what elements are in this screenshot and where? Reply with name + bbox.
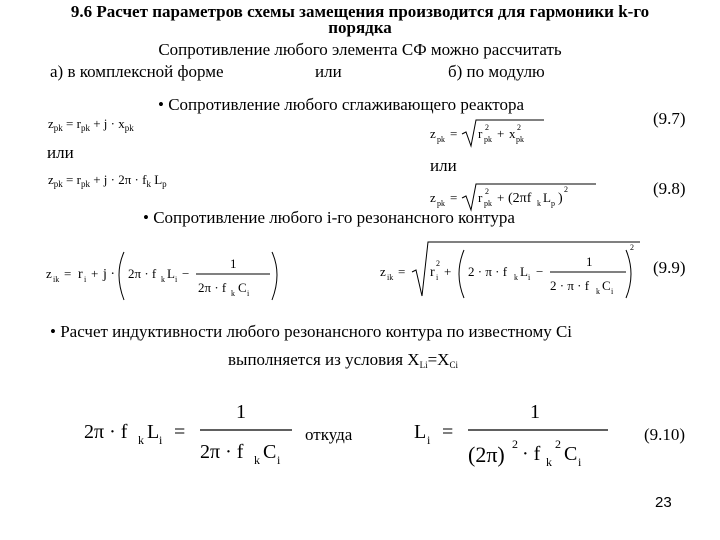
svg-text:pk: pk <box>437 135 445 144</box>
svg-text:−: − <box>536 264 544 279</box>
svg-text:k: k <box>231 289 235 298</box>
svg-text:pk: pk <box>484 135 492 144</box>
svg-text:2: 2 <box>512 437 518 451</box>
svg-text:=: = <box>398 264 406 279</box>
svg-text:L: L <box>414 421 427 443</box>
or-right-label: или <box>430 156 457 175</box>
equation-number-9-8: (9.8) <box>653 179 686 198</box>
svg-text:=: = <box>442 421 454 443</box>
svg-text:i: i <box>159 433 163 447</box>
svg-text:2: 2 <box>485 187 489 196</box>
svg-text:2: 2 <box>485 123 489 132</box>
svg-text:i: i <box>436 273 439 282</box>
svg-text:C: C <box>263 441 277 463</box>
condition-text: выполняется из условия X <box>228 350 420 369</box>
svg-text:=: = <box>174 421 186 443</box>
bullet-smoothing-reactor: • Сопротивление любого сглаживающего реактора <box>158 95 524 114</box>
svg-text:2 · π · f: 2 · π · f <box>550 278 590 293</box>
formula-zik-complex <box>44 244 284 306</box>
svg-text:p: p <box>551 199 555 208</box>
svg-text:2: 2 <box>436 259 440 268</box>
option-b-label: б) по модулю <box>448 62 545 81</box>
svg-text:k: k <box>254 453 260 467</box>
svg-text:r: r <box>78 267 83 282</box>
svg-text:2π · f: 2π · f <box>198 280 227 295</box>
svg-text:1: 1 <box>236 401 246 423</box>
svg-text:L: L <box>147 421 160 443</box>
svg-text:=: = <box>450 190 458 205</box>
svg-text:): ) <box>558 191 563 206</box>
svg-text:i: i <box>175 275 178 284</box>
option-a-label: а) в комплексной форме <box>50 62 224 81</box>
condition-eq: =X <box>427 350 450 369</box>
svg-text:r: r <box>430 265 435 280</box>
svg-text:i: i <box>277 453 281 467</box>
svg-text:2π · f: 2π · f <box>128 266 157 281</box>
svg-text:i: i <box>247 289 250 298</box>
equation-number-9-7: (9.7) <box>653 109 686 128</box>
svg-text:pk: pk <box>516 135 524 144</box>
svg-text:k: k <box>161 275 165 284</box>
page-number: 23 <box>655 494 672 511</box>
svg-text:C: C <box>564 443 578 465</box>
svg-text:=: = <box>450 126 458 141</box>
svg-text:ik: ik <box>387 273 394 282</box>
svg-text:x: x <box>509 126 516 141</box>
condition-line <box>228 350 458 370</box>
svg-text:−: − <box>182 266 190 281</box>
svg-text:k: k <box>596 287 600 296</box>
svg-text:2: 2 <box>564 185 568 194</box>
svg-text:1: 1 <box>230 256 237 271</box>
or-left-label: или <box>47 143 74 162</box>
option-or-label: или <box>315 62 342 81</box>
svg-text:+: + <box>497 126 505 141</box>
bullet-inductance-calc: • Расчет индуктивности любого резонансного контура по известному Ci <box>50 322 573 341</box>
svg-text:(2π): (2π) <box>468 442 505 467</box>
svg-text:2: 2 <box>630 243 634 252</box>
svg-text:z: z <box>430 126 436 141</box>
formula-zik-modulus <box>378 238 643 304</box>
svg-text:L: L <box>520 264 528 279</box>
svg-text:r: r <box>478 190 483 205</box>
svg-text:C: C <box>602 278 611 293</box>
svg-text:z: z <box>46 266 52 281</box>
svg-text:L: L <box>167 266 175 281</box>
svg-text:z: z <box>430 190 436 205</box>
condition-sub-ci: Ci <box>449 360 458 370</box>
svg-text:2 · π · f: 2 · π · f <box>468 264 508 279</box>
slide-title-line1: 9.6 Расчет параметров схемы замещения производится для гармоники k-го <box>70 2 650 21</box>
equation-number-9-10: (9.10) <box>644 425 686 444</box>
formula-zpk-modulus <box>428 116 548 150</box>
svg-text:i: i <box>427 433 431 447</box>
bullet-resonant-circuit: • Сопротивление любого i-го резонансного контура <box>143 208 515 227</box>
svg-text:(2πf: (2πf <box>508 191 532 206</box>
svg-text:2π · f: 2π · f <box>84 421 128 443</box>
svg-text:2: 2 <box>555 437 561 451</box>
svg-text:i: i <box>84 275 87 284</box>
svg-text:i: i <box>528 273 531 282</box>
svg-text:z: z <box>380 264 386 279</box>
svg-text:+: + <box>497 190 505 205</box>
svg-text:r: r <box>478 126 483 141</box>
svg-text:k: k <box>514 273 518 282</box>
equation-number-9-9: (9.9) <box>653 258 686 277</box>
whence-label: откуда <box>305 425 353 444</box>
svg-text:C: C <box>238 280 247 295</box>
svg-text:L: L <box>543 190 551 205</box>
svg-text:k: k <box>138 433 144 447</box>
svg-text:1: 1 <box>586 254 593 269</box>
formula-resonance-condition <box>82 396 312 472</box>
svg-text:+: + <box>91 266 99 281</box>
svg-text:=: = <box>64 266 72 281</box>
svg-text:2: 2 <box>517 123 521 132</box>
svg-text:k: k <box>546 455 552 469</box>
svg-text:j ·: j · <box>103 267 116 282</box>
svg-text:pk: pk <box>484 199 492 208</box>
svg-text:· f: · f <box>522 443 541 465</box>
formula-zpk-complex-expanded: $z_{pk} = r_{pk} + j \cdot 2\pi \cdot f_k$ $L_p$ <box>48 172 167 189</box>
svg-text:i: i <box>611 287 614 296</box>
condition-sub-li: Li <box>419 360 428 370</box>
svg-text:2π · f: 2π · f <box>200 441 244 463</box>
svg-text:i: i <box>578 455 582 469</box>
formula-inductance <box>412 396 612 472</box>
formula-zpk-modulus-expanded <box>428 178 603 212</box>
svg-text:pk: pk <box>437 199 445 208</box>
svg-text:1: 1 <box>530 401 540 423</box>
svg-text:ik: ik <box>53 275 60 284</box>
svg-text:k: k <box>537 199 541 208</box>
formula-zpk-complex: $z_{pk} = r_{pk} + j \cdot x_{pk}$ <box>48 116 134 133</box>
slide-title-line2: порядка <box>328 18 392 37</box>
intro-text: Сопротивление любого элемента СФ можно рассчитать <box>158 40 562 59</box>
svg-text:+: + <box>444 264 452 279</box>
